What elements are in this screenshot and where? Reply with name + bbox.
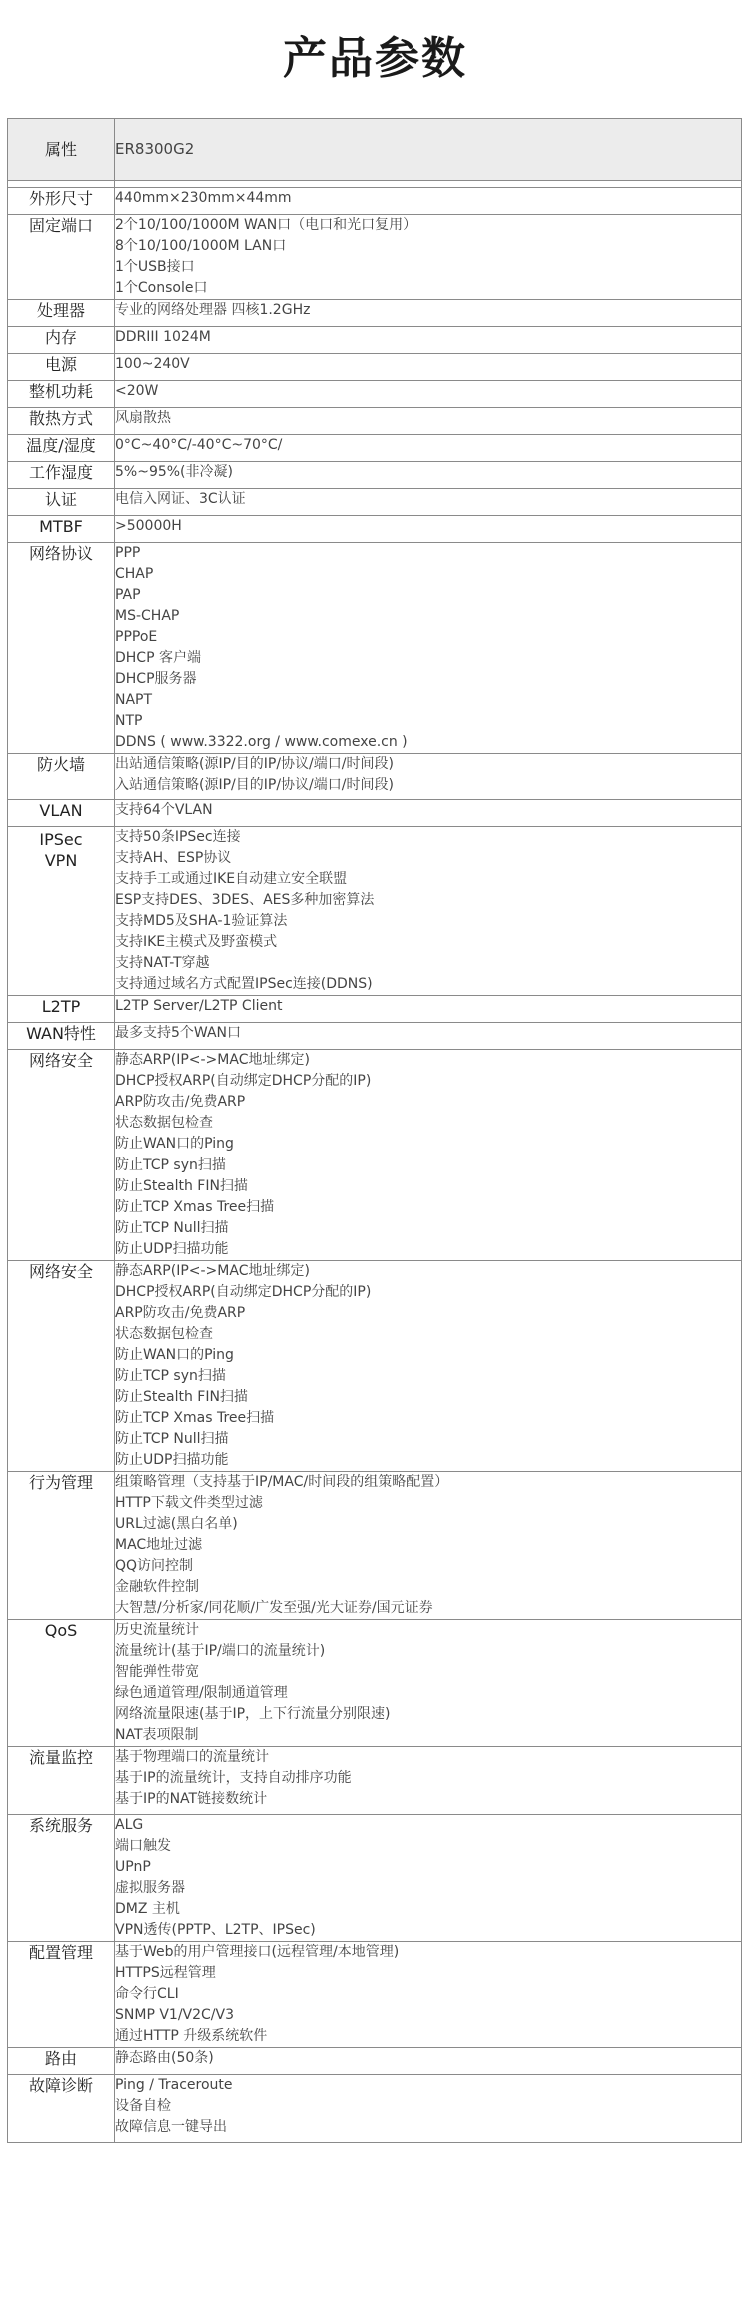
spec-row	[8, 408, 742, 435]
spec-value-line: 防止WAN口的Ping	[115, 1347, 234, 1363]
spec-key: 流量监控	[8, 1747, 115, 1815]
spec-value-line: 基于IP的NAT链接数统计	[115, 1791, 268, 1807]
spec-key: IPSec VPN	[8, 827, 115, 996]
spec-value-line: 状态数据包检查	[115, 1115, 213, 1131]
spec-value-line: DHCP授权ARP(自动绑定DHCP分配的IP)	[115, 1284, 372, 1300]
spec-key: 防火墙	[8, 754, 115, 800]
spec-row	[8, 215, 742, 300]
spec-row	[8, 1942, 742, 2048]
spec-value	[115, 435, 742, 462]
spec-value-line: 100~240V	[115, 356, 190, 372]
spec-key: 路由	[8, 2048, 115, 2075]
spec-value-line: 支持NAT-T穿越	[115, 955, 210, 971]
spec-value-line: MS-CHAP	[115, 608, 180, 624]
spec-value-line: 静态路由(50条)	[115, 2050, 214, 2066]
spec-row	[8, 996, 742, 1023]
spec-value-line: NAT表项限制	[115, 1727, 199, 1743]
spec-value-line: 1个USB接口	[115, 259, 195, 275]
spec-value-line: 通过HTTP 升级系统软件	[115, 2028, 268, 2044]
spec-value-line: 静态ARP(IP<->MAC地址绑定)	[115, 1263, 310, 1279]
spec-value-line: CHAP	[115, 566, 154, 582]
spec-value-line: PPP	[115, 545, 141, 561]
spec-value-line: 组策略管理（支持基于IP/MAC/时间段的组策略配置）	[115, 1474, 449, 1490]
spec-value-line: HTTPS远程管理	[115, 1965, 216, 1981]
spec-value-line: 大智慧/分析家/同花顺/广发至强/光大证券/国元证券	[115, 1600, 433, 1616]
spec-row	[8, 1620, 742, 1747]
spec-value-line: UPnP	[115, 1859, 151, 1875]
spec-value	[115, 354, 742, 381]
spec-key: 网络安全	[8, 1050, 115, 1261]
spec-key: 系统服务	[8, 1815, 115, 1942]
spec-row	[8, 188, 742, 215]
spec-value-line: 支持50条IPSec连接	[115, 829, 241, 845]
spec-key: 整机功耗	[8, 381, 115, 408]
spec-value-line: 2个10/100/1000M WAN口（电口和光口复用）	[115, 217, 418, 233]
spec-value	[115, 516, 742, 543]
page-title: 产品参数	[283, 33, 467, 84]
spec-row	[8, 1050, 742, 1261]
spec-value	[115, 381, 742, 408]
spec-key: QoS	[8, 1620, 115, 1747]
spec-key: 网络安全	[8, 1261, 115, 1472]
spec-value	[115, 996, 742, 1023]
header-value: ER8300G2	[115, 119, 742, 181]
spec-value-line: QQ访问控制	[115, 1558, 194, 1574]
spec-value-line: DHCP授权ARP(自动绑定DHCP分配的IP)	[115, 1073, 372, 1089]
spec-key: 内存	[8, 327, 115, 354]
spec-key: 散热方式	[8, 408, 115, 435]
spec-value-line: 防止TCP Xmas Tree扫描	[115, 1199, 275, 1215]
spec-value	[115, 408, 742, 435]
spec-row	[8, 300, 742, 327]
spec-key: 温度/湿度	[8, 435, 115, 462]
spec-value-line: 防止TCP Xmas Tree扫描	[115, 1410, 275, 1426]
spec-value-line: ARP防攻击/免费ARP	[115, 1305, 246, 1321]
spec-value-line: 命令行CLI	[115, 1986, 179, 2002]
spec-value	[115, 1620, 742, 1747]
spec-value-line: VPN透传(PPTP、L2TP、IPSec)	[115, 1922, 316, 1938]
spec-value-line: 0°C~40°C/-40°C~70°C/	[115, 437, 283, 453]
spec-value	[115, 2075, 742, 2143]
spec-row	[8, 516, 742, 543]
spec-value-line: 静态ARP(IP<->MAC地址绑定)	[115, 1052, 310, 1068]
spec-value-line: NAPT	[115, 692, 153, 708]
spec-row	[8, 1023, 742, 1050]
spec-value-line: L2TP Server/L2TP Client	[115, 998, 283, 1014]
spec-value	[115, 327, 742, 354]
spec-value-line: 防止TCP syn扫描	[115, 1368, 226, 1384]
header-spacer	[8, 181, 742, 188]
spec-value-line: NTP	[115, 713, 143, 729]
spec-value-line: SNMP V1/V2C/V3	[115, 2007, 234, 2023]
spec-value-line: 基于物理端口的流量统计	[115, 1749, 269, 1765]
spec-key: 工作湿度	[8, 462, 115, 489]
spec-value-line: ESP支持DES、3DES、AES多种加密算法	[115, 892, 375, 908]
spec-value-line: 支持AH、ESP协议	[115, 850, 232, 866]
spec-value-line: DDNS ( www.3322.org / www.comexe.cn )	[115, 734, 408, 750]
spec-value-line: 端口触发	[115, 1838, 171, 1854]
spec-value-line: 防止TCP Null扫描	[115, 1431, 229, 1447]
spec-value-line: >50000H	[115, 518, 182, 534]
spec-value	[115, 489, 742, 516]
spec-row	[8, 435, 742, 462]
spec-value-line: ARP防攻击/免费ARP	[115, 1094, 246, 1110]
spec-value-line: 支持通过域名方式配置IPSec连接(DDNS)	[115, 976, 373, 992]
spec-value-line: 支持IKE主模式及野蛮模式	[115, 934, 278, 950]
spec-value-line: 支持64个VLAN	[115, 802, 213, 818]
spec-row	[8, 1472, 742, 1620]
spec-value	[115, 827, 742, 996]
spec-key: 外形尺寸	[8, 188, 115, 215]
spec-row	[8, 354, 742, 381]
spec-value-line: 出站通信策略(源IP/目的IP/协议/端口/时间段)	[115, 756, 394, 772]
spec-value-line: 设备自检	[115, 2098, 171, 2114]
spec-value-line: 防止TCP Null扫描	[115, 1220, 229, 1236]
spec-value-line: 防止UDP扫描功能	[115, 1452, 229, 1468]
spec-value-line: <20W	[115, 383, 159, 399]
spec-row	[8, 2048, 742, 2075]
spec-key: 电源	[8, 354, 115, 381]
spec-value-line: 基于Web的用户管理接口(远程管理/本地管理)	[115, 1944, 400, 1960]
spec-key: 认证	[8, 489, 115, 516]
spec-value	[115, 462, 742, 489]
spec-value-line: 最多支持5个WAN口	[115, 1025, 242, 1041]
spec-value-line: 1个Console口	[115, 280, 208, 296]
spec-row	[8, 327, 742, 354]
spec-value-line: 8个10/100/1000M LAN口	[115, 238, 287, 254]
spec-value-line: URL过滤(黑白名单)	[115, 1516, 238, 1532]
spec-value	[115, 1472, 742, 1620]
spec-value-line: 智能弹性带宽	[115, 1664, 199, 1680]
spec-value-line: 防止WAN口的Ping	[115, 1136, 234, 1152]
spec-value-line: DHCP服务器	[115, 671, 197, 687]
spec-value-line: PAP	[115, 587, 141, 603]
spec-value-line: 电信入网证、3C认证	[115, 491, 246, 507]
spec-header-row	[8, 119, 742, 181]
spec-row	[8, 1261, 742, 1472]
spec-row	[8, 1747, 742, 1815]
spec-value-line: 防止UDP扫描功能	[115, 1241, 229, 1257]
spec-value-line: MAC地址过滤	[115, 1537, 203, 1553]
spec-key: 故障诊断	[8, 2075, 115, 2143]
spec-value-line: 网络流量限速(基于IP，上下行流量分别限速)	[115, 1706, 391, 1722]
spec-value-line: 故障信息一键导出	[115, 2119, 227, 2135]
spec-value-line: 防止TCP syn扫描	[115, 1157, 226, 1173]
spec-value	[115, 1050, 742, 1261]
spec-value	[115, 800, 742, 827]
spec-row	[8, 1815, 742, 1942]
spec-key: WAN特性	[8, 1023, 115, 1050]
spec-value-line: 防止Stealth FIN扫描	[115, 1389, 248, 1405]
spec-value-line: DMZ 主机	[115, 1901, 180, 1917]
spec-key: MTBF	[8, 516, 115, 543]
spec-value-line: 入站通信策略(源IP/目的IP/协议/端口/时间段)	[115, 777, 394, 793]
spec-value	[115, 2048, 742, 2075]
spec-value	[115, 1261, 742, 1472]
spec-key: VLAN	[8, 800, 115, 827]
spec-value-line: 绿色通道管理/限制通道管理	[115, 1685, 288, 1701]
spec-value-line: HTTP下载文件类型过滤	[115, 1495, 263, 1511]
spec-value	[115, 1942, 742, 2048]
spec-row	[8, 381, 742, 408]
spec-row	[8, 462, 742, 489]
spec-value	[115, 300, 742, 327]
spec-value-line: 状态数据包检查	[115, 1326, 213, 1342]
header-key: 属性	[8, 119, 115, 181]
spec-value-line: 专业的网络处理器 四核1.2GHz	[115, 302, 311, 318]
spec-value-line: ALG	[115, 1817, 144, 1833]
spec-value	[115, 754, 742, 800]
spec-key: L2TP	[8, 996, 115, 1023]
spec-row	[8, 800, 742, 827]
spec-value-line: 历史流量统计	[115, 1622, 199, 1638]
spec-value-line: 440mm×230mm×44mm	[115, 190, 292, 206]
spec-value	[115, 215, 742, 300]
spec-table	[7, 118, 742, 2143]
spec-value	[115, 543, 742, 754]
spec-value-line: 基于IP的流量统计，支持自动排序功能	[115, 1770, 352, 1786]
spec-value-line: 金融软件控制	[115, 1579, 199, 1595]
spec-value	[115, 1815, 742, 1942]
spec-value-line: 支持手工或通过IKE自动建立安全联盟	[115, 871, 348, 887]
spec-value-line: PPPoE	[115, 629, 158, 645]
spec-value-line: 支持MD5及SHA-1验证算法	[115, 913, 288, 929]
spec-value-line: 风扇散热	[115, 410, 171, 426]
spec-key: 处理器	[8, 300, 115, 327]
spec-value	[115, 1023, 742, 1050]
spec-key: 配置管理	[8, 1942, 115, 2048]
spec-value-line: 5%~95%(非冷凝)	[115, 464, 233, 480]
spec-row	[8, 543, 742, 754]
spec-key: 网络协议	[8, 543, 115, 754]
spec-value-line: DDRIII 1024M	[115, 329, 211, 345]
spec-value-line: DHCP 客户端	[115, 650, 201, 666]
spec-value-line: 流量统计(基于IP/端口的流量统计)	[115, 1643, 326, 1659]
spec-row	[8, 489, 742, 516]
spec-value-line: 防止Stealth FIN扫描	[115, 1178, 248, 1194]
spec-key: 行为管理	[8, 1472, 115, 1620]
spec-row	[8, 2075, 742, 2143]
spec-row	[8, 754, 742, 800]
spec-row	[8, 827, 742, 996]
spec-value	[115, 188, 742, 215]
spec-value-line: Ping / Traceroute	[115, 2077, 233, 2093]
spec-value	[115, 1747, 742, 1815]
spec-key: 固定端口	[8, 215, 115, 300]
spec-value-line: 虚拟服务器	[115, 1880, 185, 1896]
